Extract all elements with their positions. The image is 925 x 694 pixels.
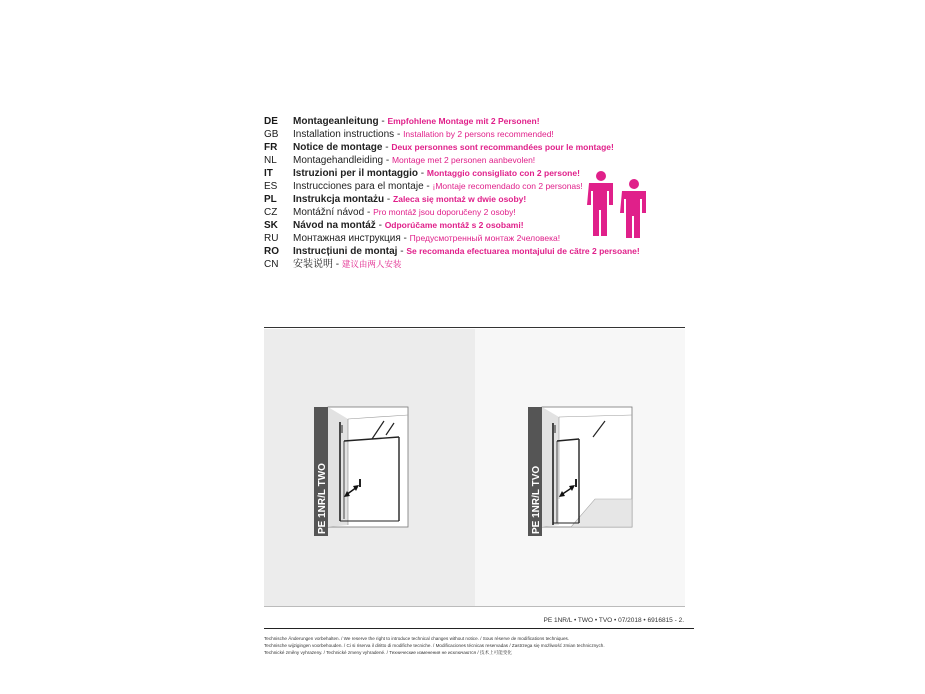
separator: -: [418, 168, 427, 179]
language-row-cn: [264, 258, 684, 271]
legal-note-line: Technische wijzigingen voorbehouden. / Ci si riserva il diritto di modifiche tecniche. / Modificaciones técnicas reservadas / Zastrzega się możliwość zmian technicznych.: [264, 643, 605, 648]
language-code: CZ: [264, 207, 278, 218]
instruction-title: Installation instructions: [293, 129, 395, 140]
two-person-recommendation: Odporúčame montáž s 2 osobami!: [384, 220, 524, 230]
instruction-title: Монтажная инструкция: [293, 233, 401, 244]
two-person-recommendation: 建议由两人安装: [341, 259, 402, 269]
instruction-title: Montagehandleiding: [293, 155, 384, 166]
language-code: RU: [264, 233, 279, 244]
language-row-fr: [264, 141, 684, 154]
instruction-title: 安装说明: [293, 259, 333, 270]
instruction-title: Istruzioni per il montaggio: [293, 168, 418, 179]
language-row-de: [264, 115, 684, 128]
language-entry: [293, 115, 540, 128]
shower-enclosure-illustration-left: [264, 329, 475, 606]
product-panel-left: [264, 329, 475, 606]
separator: -: [382, 142, 392, 153]
legal-notes: [264, 635, 694, 656]
two-persons-icon: [584, 170, 654, 240]
language-entry: [293, 141, 614, 154]
shower-enclosure-illustration-right: [475, 329, 685, 606]
product-label-left: PE 1NR/L TWO: [317, 463, 328, 534]
separator: -: [378, 116, 388, 127]
instruction-title: Návod na montáž: [293, 220, 376, 231]
language-code: FR: [264, 142, 278, 153]
language-entry: [293, 206, 516, 219]
language-row-nl: [264, 154, 684, 167]
separator: -: [364, 207, 374, 218]
instruction-title: Montageanleitung: [293, 116, 379, 127]
language-code: DE: [264, 116, 278, 127]
separator: -: [400, 233, 410, 244]
language-code: IT: [264, 168, 273, 179]
language-code: SK: [264, 220, 278, 231]
two-person-recommendation: Deux personnes sont recommandées pour le montage!: [391, 142, 614, 152]
legal-note-line: Technické změny vyhrazeny. / Technické zmeny vyhradené. / Технические изменения не исключаются / 技术上可能变化: [264, 650, 513, 655]
language-code: GB: [264, 129, 279, 140]
separator: -: [333, 259, 342, 270]
separator: -: [397, 246, 407, 257]
two-person-recommendation: Montage met 2 personen aanbevolen!: [391, 155, 536, 165]
language-row-ro: [264, 245, 684, 258]
two-person-recommendation: Предусмотренный монтаж 2человека!: [409, 233, 561, 243]
footer-divider: [264, 628, 694, 629]
two-person-recommendation: Se recomanda efectuarea montajului de către 2 persoane!: [406, 246, 640, 256]
language-entry: [293, 180, 583, 193]
language-entry: [293, 167, 580, 180]
separator: -: [375, 220, 385, 231]
legal-note-line: Technische Änderungen vorbehalten. / We reserve the right to introduce technical changes without notice. / Sous réserve de modifications techniques.: [264, 636, 570, 641]
instruction-title: Instrucțiuni de montaj: [293, 246, 398, 257]
language-code: CN: [264, 259, 279, 270]
language-code: ES: [264, 181, 278, 192]
instruction-title: Notice de montage: [293, 142, 383, 153]
language-entry: [293, 193, 526, 206]
two-person-recommendation: Zaleca się montaż w dwie osoby!: [393, 194, 527, 204]
separator: -: [423, 181, 433, 192]
instruction-title: Instrucciones para el montaje: [293, 181, 424, 192]
top-divider: [264, 327, 685, 328]
two-person-recommendation: ¡Montaje recomendado con 2 personas!: [432, 181, 583, 191]
language-code: RO: [264, 246, 279, 257]
language-entry: [293, 232, 560, 245]
product-panel-right: [475, 329, 685, 606]
language-entry: [293, 219, 524, 232]
document-reference: PE 1NR/L • TWO • TVO • 07/2018 • 6916815 - 2.: [543, 617, 684, 624]
two-person-recommendation: Pro montáž jsou doporučeny 2 osoby!: [373, 207, 516, 217]
language-entry: [293, 245, 640, 258]
separator: -: [384, 194, 394, 205]
language-row-gb: [264, 128, 684, 141]
language-entry: [293, 258, 401, 271]
product-label-right: PE 1NR/L TVO: [531, 465, 542, 534]
language-entry: [293, 154, 535, 167]
two-person-recommendation: Empfohlene Montage mit 2 Personen!: [387, 116, 540, 126]
two-person-recommendation: Installation by 2 persons recommended!: [403, 129, 554, 139]
two-person-recommendation: Montaggio consigliato con 2 persone!: [426, 168, 580, 178]
separator: -: [383, 155, 392, 166]
bottom-divider: [264, 606, 685, 607]
language-code: PL: [264, 194, 277, 205]
instruction-title: Instrukcja montażu: [293, 194, 385, 205]
instruction-title: Montážní návod: [293, 207, 365, 218]
separator: -: [394, 129, 404, 140]
language-code: NL: [264, 155, 277, 166]
language-entry: [293, 128, 554, 141]
